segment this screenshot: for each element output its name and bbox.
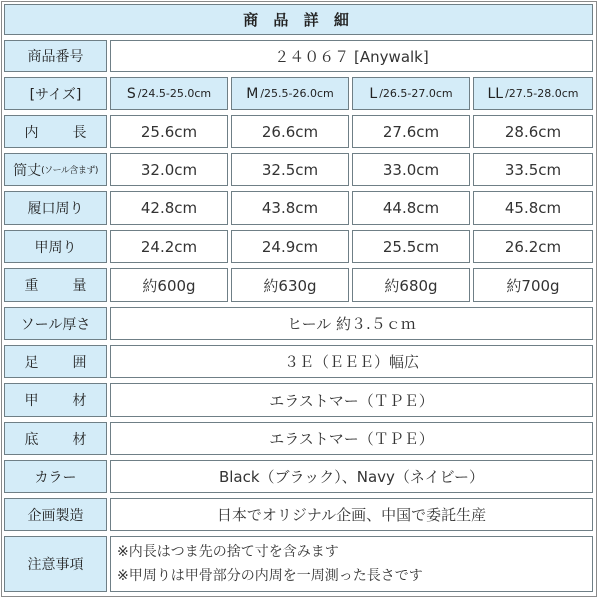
notes-row xyxy=(4,536,593,592)
instep-circumference-m: 24.9cm xyxy=(231,230,349,263)
color-label: カラー xyxy=(4,460,107,493)
size-s-cell xyxy=(110,77,228,110)
note-line: ※内長はつま先の捨て寸を含みます xyxy=(117,544,339,560)
opening-circumference-s: 42.8cm xyxy=(110,191,228,225)
size-l: L xyxy=(369,85,378,102)
sole-material-label: 底 材 xyxy=(4,422,107,455)
size-l-cell xyxy=(352,77,470,110)
shaft-height-l: 33.0cm xyxy=(352,153,470,186)
inner-length-label: 内 長 xyxy=(4,115,107,148)
weight-label: 重 量 xyxy=(4,268,107,302)
weight-row xyxy=(4,268,593,302)
weight-ll: 約700g xyxy=(473,268,593,302)
opening-circumference-ll: 45.8cm xyxy=(473,191,593,225)
product-number-row xyxy=(4,40,593,72)
size-ll-range: /27.5-28.0cm xyxy=(505,87,579,100)
shaft-height-ll: 33.5cm xyxy=(473,153,593,186)
opening-circumference-l: 44.8cm xyxy=(352,191,470,225)
size-m-range: /25.5-26.0cm xyxy=(260,87,334,100)
foot-width-row xyxy=(4,345,593,378)
inner-length-row xyxy=(4,115,593,148)
upper-material-row xyxy=(4,383,593,417)
instep-circumference-l: 25.5cm xyxy=(352,230,470,263)
color-value: Black（ブラック）、Navy（ネイビー） xyxy=(110,460,593,493)
sole-thickness-label: ソール厚さ xyxy=(4,307,107,340)
instep-circumference-s: 24.2cm xyxy=(110,230,228,263)
sole-material-row xyxy=(4,422,593,455)
size-label: [サイズ] xyxy=(4,77,107,110)
inner-length-m: 26.6cm xyxy=(231,115,349,148)
notes-label: 注意事項 xyxy=(4,536,107,592)
size-row xyxy=(4,77,593,110)
shaft-height-note: (ソール含まず) xyxy=(41,166,98,176)
size-s: S xyxy=(126,85,136,102)
weight-l: 約680g xyxy=(352,268,470,302)
opening-circumference-row xyxy=(4,191,593,225)
size-ll: LL xyxy=(487,85,504,102)
size-ll-cell xyxy=(473,77,593,110)
inner-length-ll: 28.6cm xyxy=(473,115,593,148)
size-m: M xyxy=(246,85,259,102)
product-number-label: 商品番号 xyxy=(4,40,107,72)
instep-circumference-row xyxy=(4,230,593,263)
product-number-value: ２４０６７ [Anywalk] xyxy=(110,40,593,72)
inner-length-s: 25.6cm xyxy=(110,115,228,148)
shaft-height-s: 32.0cm xyxy=(110,153,228,186)
manufacturing-row xyxy=(4,498,593,531)
foot-width-value: ３Ｅ（ＥＥＥ）幅広 xyxy=(110,345,593,378)
inner-length-l: 27.6cm xyxy=(352,115,470,148)
shaft-height-m: 32.5cm xyxy=(231,153,349,186)
upper-material-label: 甲 材 xyxy=(4,383,107,417)
notes-value xyxy=(110,536,593,592)
instep-circumference-label: 甲周り xyxy=(4,230,107,263)
weight-m: 約630g xyxy=(231,268,349,302)
sole-material-value: エラストマー（ＴＰＥ） xyxy=(110,422,593,455)
foot-width-label: 足 囲 xyxy=(4,345,107,378)
color-row xyxy=(4,460,593,493)
size-l-range: /26.5-27.0cm xyxy=(379,87,453,100)
upper-material-value: エラストマー（ＴＰＥ） xyxy=(110,383,593,417)
weight-s: 約600g xyxy=(110,268,228,302)
manufacturing-value: 日本でオリジナル企画、中国で委託生産 xyxy=(110,498,593,531)
manufacturing-label: 企画製造 xyxy=(4,498,107,531)
shaft-height-row xyxy=(4,153,593,186)
sole-thickness-row xyxy=(4,307,593,340)
shaft-height-label-cell xyxy=(4,153,107,186)
opening-circumference-m: 43.8cm xyxy=(231,191,349,225)
size-s-range: /24.5-25.0cm xyxy=(137,87,212,100)
shaft-height-label: 筒丈 xyxy=(13,162,42,179)
table-title: 商 品 詳 細 xyxy=(4,4,593,35)
size-m-cell xyxy=(231,77,349,110)
instep-circumference-ll: 26.2cm xyxy=(473,230,593,263)
opening-circumference-label: 履口周り xyxy=(4,191,107,225)
note-line: ※甲周りは甲骨部分の内周を一周測った長さです xyxy=(117,568,423,584)
sole-thickness-value: ヒール 約３.５ｃｍ xyxy=(110,307,593,340)
